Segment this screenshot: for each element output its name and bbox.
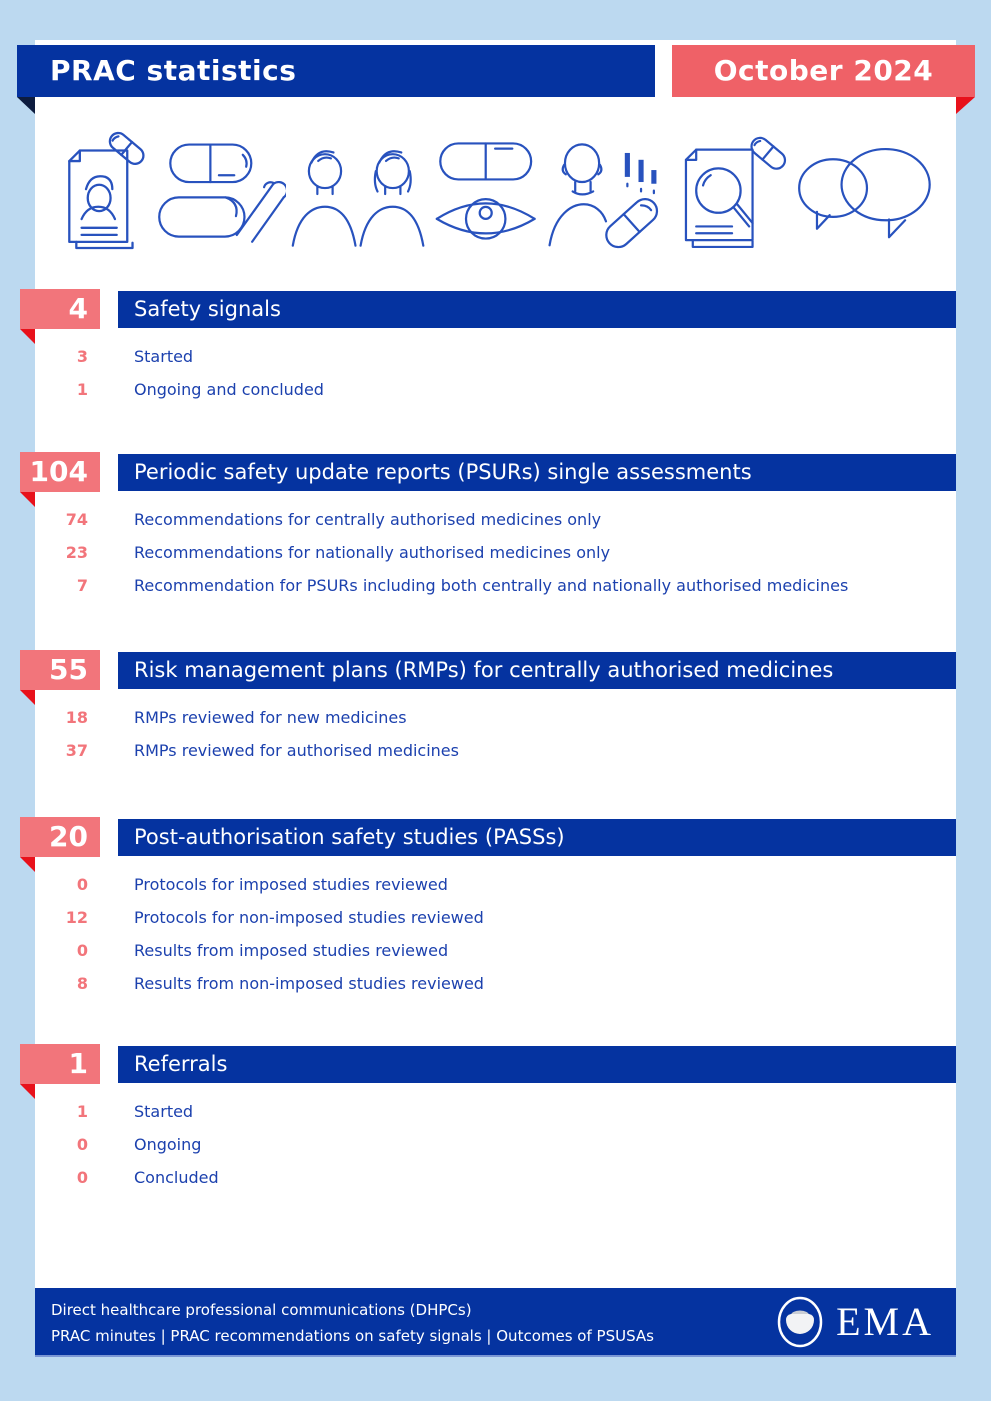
ema-logo xyxy=(776,1295,934,1349)
period-banner: October 2024 xyxy=(672,45,975,97)
stat-row xyxy=(0,967,991,1000)
referrals-total-badge: 1 xyxy=(20,1044,100,1084)
stat-label: Ongoing xyxy=(134,1135,202,1154)
document-review-magnifier-icon xyxy=(674,126,789,262)
stat-row xyxy=(0,701,991,734)
pill-eye-icon xyxy=(430,127,541,261)
section-referrals xyxy=(0,1046,991,1194)
stat-row xyxy=(0,373,991,406)
hand-holding-pill-icon xyxy=(149,128,285,260)
psurs-total-badge: 104 xyxy=(20,452,100,492)
stat-label: Concluded xyxy=(134,1168,219,1187)
stat-row xyxy=(0,536,991,569)
stat-row xyxy=(0,503,991,536)
passs-header: Post-authorisation safety studies (PASSs) xyxy=(118,819,956,856)
stat-row xyxy=(0,868,991,901)
stat-value: 12 xyxy=(65,908,88,927)
stat-value: 0 xyxy=(76,1135,88,1154)
stat-label: Results from imposed studies reviewed xyxy=(134,941,449,960)
stat-value: 0 xyxy=(76,875,88,894)
stat-row xyxy=(0,1161,991,1194)
footer-line-prac-links: PRAC minutes | PRAC recommendations on safety signals | Outcomes of PSUSAs xyxy=(51,1326,654,1345)
stat-label: RMPs reviewed for authorised medicines xyxy=(134,741,459,760)
stat-label: Ongoing and concluded xyxy=(134,380,324,399)
safety-signals-header: Safety signals xyxy=(118,291,956,328)
rmps-header: Risk management plans (RMPs) for centrally authorised medicines xyxy=(118,652,956,689)
footer-line-dhpc: Direct healthcare professional communications (DHPCs) xyxy=(51,1300,472,1319)
stat-value: 37 xyxy=(65,741,88,760)
patients-icon xyxy=(286,127,430,261)
stat-value: 1 xyxy=(76,380,88,399)
footer-links xyxy=(35,1295,776,1349)
section-passs xyxy=(0,819,991,1000)
stat-row xyxy=(0,734,991,767)
stat-value: 1 xyxy=(76,1102,88,1121)
title-banner-fold xyxy=(17,97,35,114)
rmps-total-badge: 55 xyxy=(20,650,100,690)
page-title: PRAC statistics xyxy=(17,45,655,97)
stat-label: Protocols for imposed studies reviewed xyxy=(134,875,448,894)
stat-label: Protocols for non-imposed studies reviewed xyxy=(134,908,484,927)
stat-row xyxy=(0,934,991,967)
stat-value: 18 xyxy=(65,708,88,727)
stat-label: Results from non-imposed studies reviewed xyxy=(134,974,484,993)
stat-row xyxy=(0,901,991,934)
stat-row xyxy=(0,1128,991,1161)
adverse-reaction-alert-icon xyxy=(541,125,674,263)
stat-row xyxy=(0,569,991,602)
section-safety-signals xyxy=(0,291,991,406)
psurs-header: Periodic safety update reports (PSURs) single assessments xyxy=(118,454,956,491)
ema-wordmark: EMA xyxy=(836,1298,934,1344)
stat-value: 0 xyxy=(76,1168,88,1187)
stat-label: RMPs reviewed for new medicines xyxy=(134,708,407,727)
section-rmps xyxy=(0,652,991,767)
safety-signals-total-badge: 4 xyxy=(20,289,100,329)
stat-value: 7 xyxy=(76,576,88,595)
referrals-header: Referrals xyxy=(118,1046,956,1083)
stat-row xyxy=(0,340,991,373)
stat-value: 0 xyxy=(76,941,88,960)
icon-strip xyxy=(45,118,945,270)
stat-value: 8 xyxy=(76,974,88,993)
stat-value: 3 xyxy=(76,347,88,366)
stat-value: 74 xyxy=(65,510,88,529)
ema-emblem-icon xyxy=(776,1295,824,1349)
communication-bubbles-icon xyxy=(789,129,933,259)
stat-label: Recommendations for nationally authorised medicines only xyxy=(134,543,611,562)
stat-value: 23 xyxy=(65,543,88,562)
period-banner-fold xyxy=(956,97,975,114)
footer-bar xyxy=(35,1288,956,1357)
stat-label: Started xyxy=(134,1102,194,1121)
stat-label: Recommendation for PSURs including both centrally and nationally authorised medicines xyxy=(134,576,849,595)
section-psurs xyxy=(0,454,991,602)
patient-record-icon xyxy=(57,125,149,263)
passs-total-badge: 20 xyxy=(20,817,100,857)
stat-row xyxy=(0,1095,991,1128)
stat-label: Started xyxy=(134,347,194,366)
stat-label: Recommendations for centrally authorised medicines only xyxy=(134,510,602,529)
